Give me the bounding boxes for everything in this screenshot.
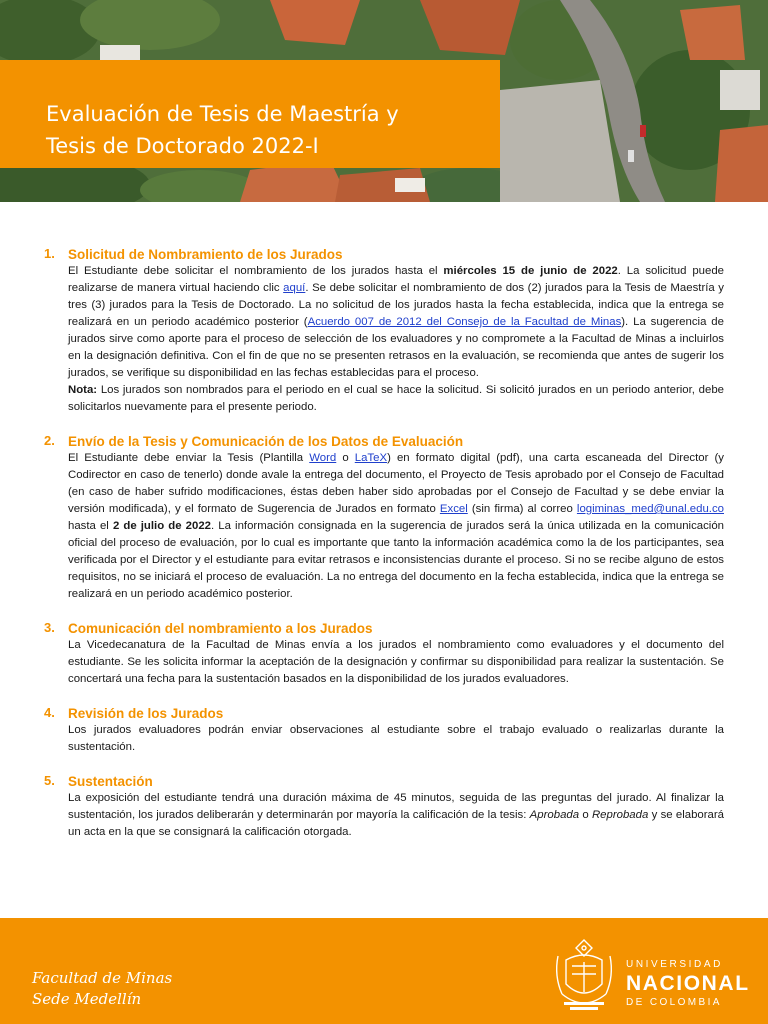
univ-line-1: UNIVERSIDAD: [626, 959, 723, 970]
deadline-date: 2 de julio de 2022: [112, 520, 212, 532]
body-text: El Estudiante debe enviar la Tesis (Plantilla: [68, 452, 310, 464]
request-link[interactable]: aquí: [283, 282, 306, 294]
title-line-2: Tesis de Doctorado 2022-I: [46, 134, 319, 158]
footer: [0, 918, 768, 1024]
section-body: [68, 263, 724, 416]
section-title: Comunicación del nombramiento a los Jurados: [68, 621, 373, 636]
page-title: [46, 98, 486, 162]
univ-line-3: DE COLOMBIA: [626, 997, 722, 1008]
latex-template-link[interactable]: LaTeX: [354, 452, 388, 464]
section-number: 4.: [44, 705, 55, 720]
university-name: [626, 958, 750, 1009]
section-2: [44, 433, 724, 603]
body-text: ) en formato digital (pdf), una carta escaneada del Director (y Codirector en caso de tenerlo) donde avale la entrega del documento, el Proyecto de Tesis aprobado por el Consejo de Facultad (en caso de haber sufrido modificaciones, éstas deben haber sido aprobadas por el Consejo de Facultad y se debe enviar la versión modificada), y el formato de Sugerencia de Jurados en formato: [68, 452, 724, 515]
faculty-line-1: Facultad de Minas: [32, 969, 173, 987]
section-3: [44, 620, 724, 688]
faculty-name: [32, 968, 172, 1010]
excel-format-link[interactable]: Excel: [439, 503, 468, 515]
section-title: Envío de la Tesis y Comunicación de los Datos de Evaluación: [68, 434, 464, 449]
section-number: 1.: [44, 246, 55, 261]
faculty-line-2: Sede Medellín: [32, 990, 142, 1008]
main-content: [44, 246, 724, 841]
section-body: Los jurados evaluadores podrán enviar observaciones al estudiante sobre el trabajo evaluado o realizarlas durante la sustentación.: [68, 724, 724, 753]
section-title: Revisión de los Jurados: [68, 706, 224, 721]
body-text: hasta el: [68, 520, 113, 532]
body-text: . Se debe solicitar el nombramiento de dos (2) jurados para la Tesis de Maestría y tres (3) jurados para la Tesis de Doctorado. La no solicitud de los jurados hasta la fecha establecida, indica que la entrega se realizará en un periodo académico posterior (: [68, 282, 725, 328]
section-body: [68, 790, 724, 841]
body-text: El Estudiante debe solicitar el nombramiento de los jurados hasta el: [68, 265, 444, 277]
section-title: Sustentación: [68, 774, 153, 789]
note-text: Los jurados son nombrados para el periodo en el cual se hace la solicitud. Si solicitó jurados en un periodo anterior, debe solicitarlos nuevamente para el presente periodo.: [68, 384, 724, 413]
section-5: [44, 773, 724, 841]
section-title: Solicitud de Nombramiento de los Jurados: [68, 247, 343, 262]
body-text: . La información consignada en la sugerencia de jurados será la única utilizada en la comunicación oficial del proceso de evaluación, por lo cual es importante que tanto la información académica como la de los participantes, sea verificada por el Director y el estudiante para evitar retrasos e inconsistencias durante el proceso. Si no se recibe alguno de estos requisitos, no se iniciará el proceso de evaluación. La no entrega del documento en la fecha establecida, indica que la entrega se realizará en un periodo académico posterior.: [68, 520, 724, 600]
email-link[interactable]: logiminas_med@unal.edu.co: [576, 503, 724, 515]
note-label: Nota:: [68, 384, 98, 396]
body-text: o: [336, 452, 355, 464]
body-text: o: [579, 809, 592, 821]
university-seal-icon: [552, 936, 616, 1014]
header-banner: [0, 0, 768, 202]
grade-approved: Aprobada: [529, 809, 580, 821]
section-number: 5.: [44, 773, 55, 788]
section-number: 2.: [44, 433, 55, 448]
univ-line-2: NACIONAL: [626, 972, 750, 995]
body-text: y se elaborará un acta en la que se consignará la calificación otorgada.: [68, 809, 724, 838]
section-body: La Vicedecanatura de la Facultad de Minas envía a los jurados el nombramiento como evaluadores y el documento del estudiante. Se les solicita informar la aceptación de la designación y confirmar su disponibilidad para realizar la sustentación. Se concertará una fecha para la sustentación basados en la disponibilidad de los jurados evaluadores.: [68, 639, 724, 685]
section-1: [44, 246, 724, 416]
grade-failed: Reprobada: [591, 809, 649, 821]
section-body: [68, 450, 724, 603]
body-text: (sin firma) al correo: [467, 503, 577, 515]
deadline-date: miércoles 15 de junio de 2022: [443, 265, 618, 277]
section-number: 3.: [44, 620, 55, 635]
body-text: . La solicitud puede realizarse de manera virtual haciendo clic: [68, 265, 725, 294]
body-text: ). La sugerencia de jurados sirve como aporte para el proceso de selección de los evaluadores y no compromete a la Facultad de Minas a incluirlos en la designación definitiva. Con el fin de que no se presenten retrasos en la evaluación, se recomienda que antes de sugerir los jurados, se verifique su disponibilidad en las fechas establecidas para el proceso.: [68, 316, 724, 379]
section-4: [44, 705, 724, 756]
body-text: La exposición del estudiante tendrá una duración máxima de 45 minutos, seguida de las preguntas del jurado. Al finalizar la sustentación, los jurados deliberarán y determinarán por mayoría la calificación de la tesis:: [68, 792, 724, 821]
word-template-link[interactable]: Word: [309, 452, 337, 464]
title-line-1: Evaluación de Tesis de Maestría y: [46, 102, 399, 126]
agreement-link[interactable]: Acuerdo 007 de 2012 del Consejo de la Facultad de Minas: [307, 316, 622, 328]
